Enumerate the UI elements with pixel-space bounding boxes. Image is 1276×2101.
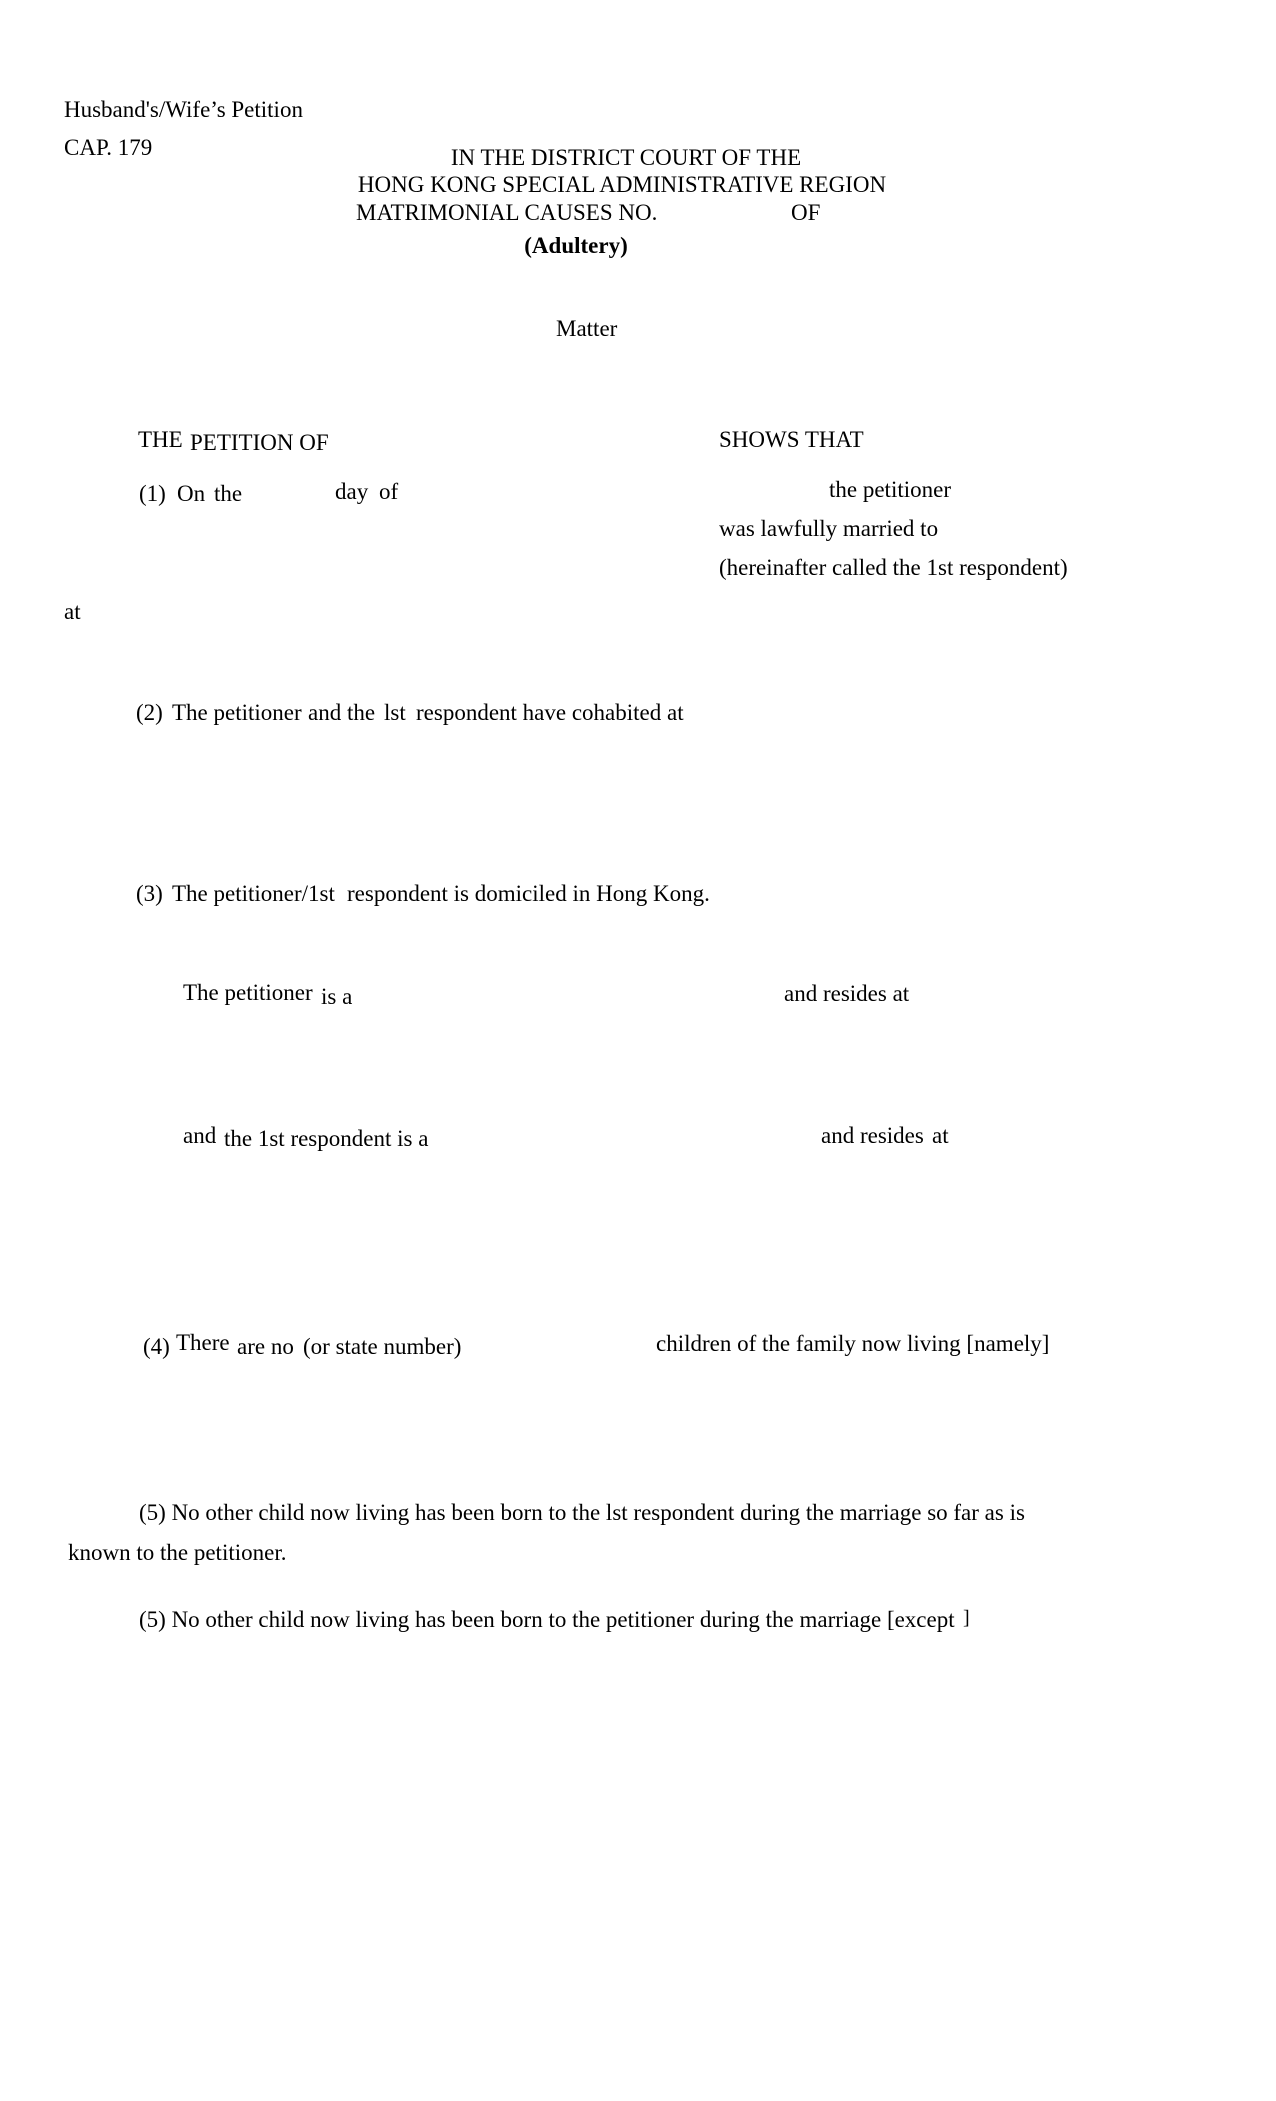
court-line-2: HONG KONG SPECIAL ADMINISTRATIVE REGION (357, 172, 887, 197)
shows-that-label: SHOWS THAT (719, 427, 864, 452)
para2-text-c: lst (384, 700, 406, 725)
para4-children-text: children of the family now living [namely] (656, 1331, 1050, 1356)
para3-text-a: The petitioner/1st (172, 881, 335, 906)
para1-at-label: at (64, 599, 81, 624)
para2-number: (2) (136, 700, 163, 725)
cap-reference: CAP. 179 (64, 135, 153, 160)
para3-at-label: at (932, 1123, 949, 1148)
para2-text-a: The petitioner (172, 700, 302, 725)
petition-of-label: PETITION OF (190, 430, 329, 455)
para1-on-label: On (177, 481, 206, 506)
para5b-line-1: (5) No other child now living has been born to the petitioner during the marriage [except (139, 1607, 955, 1632)
para1-hereinafter: (hereinafter called the 1st respondent) (719, 555, 1068, 580)
para2-text-d: respondent have cohabited at (416, 700, 684, 725)
para4-there-label: There (176, 1330, 230, 1355)
para4-number: (4) (143, 1334, 170, 1359)
para1-number: (1) (139, 481, 166, 506)
para2-text-b: and the (308, 700, 376, 725)
para1-day-label: day (335, 479, 369, 504)
para1-of-label: of (379, 479, 399, 504)
para1-married-to: was lawfully married to (719, 516, 939, 541)
para3-and-resides: and resides (821, 1123, 924, 1148)
para5b-bracket: ] (963, 1607, 970, 1629)
para3-text-b: respondent is domiciled in Hong Kong. (347, 881, 710, 906)
causes-of-label: OF (791, 200, 821, 225)
para3-number: (3) (136, 881, 163, 906)
para1-the-label: the (214, 481, 243, 506)
para3-respondent-is-a: the 1st respondent is a (224, 1126, 429, 1151)
matter-label: Matter (556, 316, 618, 341)
para1-the-petitioner: the petitioner (829, 477, 951, 502)
para5a-line-2: known to the petitioner. (68, 1540, 287, 1565)
petition-the-label: THE (138, 427, 183, 452)
para3-and-label: and (183, 1123, 217, 1148)
para5a-line-1: (5) No other child now living has been born to the lst respondent during the marriage so far as is (139, 1500, 1025, 1525)
case-type: (Adultery) (524, 233, 628, 258)
para3-is-a: is a (321, 984, 353, 1009)
para4-are-no: are no (237, 1334, 294, 1359)
causes-no-label: MATRIMONIAL CAUSES NO. (356, 200, 658, 225)
form-title: Husband's/Wife’s Petition (64, 97, 303, 122)
para4-state-number: (or state number) (303, 1334, 462, 1359)
para3-resides-at-1: and resides at (784, 981, 910, 1006)
para3-petitioner-label: The petitioner (183, 980, 313, 1005)
court-line-1: IN THE DISTRICT COURT OF THE (450, 145, 802, 170)
